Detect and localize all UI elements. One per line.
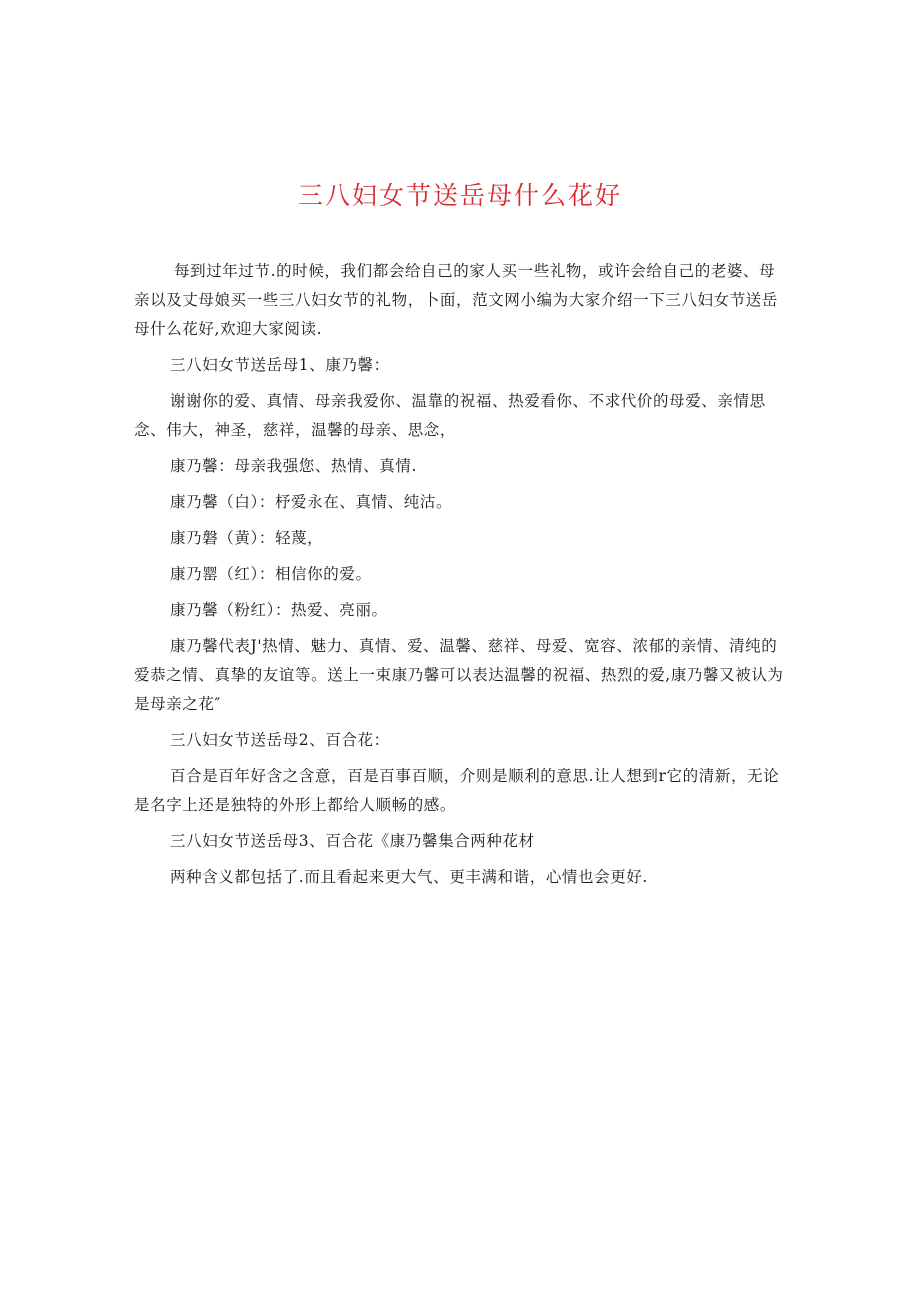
paragraph: 百合是百年好含之含意，百是百事百顺，介则是顺利的意思.让人想到r它的清新，无论是名字上还是独特的外形上都给人顺畅的感。 bbox=[134, 767, 780, 814]
paragraph: 两种含义都包括了.而且看起来更大气、更丰满和谐，心情也会更好. bbox=[170, 868, 648, 886]
paragraph-heading-3: 三八妇女节送岳母3、百合花《康乃馨集合两种花材 bbox=[170, 832, 535, 850]
paragraph: 康乃磐（黄）：轻蔑， bbox=[170, 529, 324, 547]
paragraph: 康乃馨代表J'热情、魅力、真情、爱、温馨、慈祥、母爱、宽容、浓郁的亲情、清纯的爱恭之情、真挚的友谊等。送上一束康乃馨可以表达温馨的祝福、热烈的爱,康乃馨又被认为是母亲之花″ bbox=[134, 637, 784, 713]
paragraph-intro: 每到过年过节.的时候，我们都会给自己的家人买一些礼物，或许会给自己的老婆、母亲以及丈母娘买一些三八妇女节的礼物，卜面，范文网小编为大家介绍一下三八妇女节送岳母什么花好,欢迎大家阅读. bbox=[134, 262, 779, 338]
paragraph: 康乃馨：母亲我强您、热情、真情. bbox=[170, 457, 418, 475]
paragraph: 康乃馨（白）：杼爱永在、真情、纯沽。 bbox=[170, 493, 453, 511]
paragraph: 谢谢你的爱、真情、母亲我爱你、温靠的祝福、热爱看你、不求代价的母爱、亲情思念、伟大，神圣，慈祥，温馨的母亲、思念， bbox=[134, 392, 766, 439]
paragraph-heading-1: 三八妇女节送岳母1、康乃馨： bbox=[170, 356, 390, 374]
paragraph-heading-2: 三八妇女节送岳母2、百合花： bbox=[170, 731, 390, 749]
page-title: 三八妇女节送岳母什么花好 bbox=[297, 181, 622, 210]
paragraph: 康乃罂（红）：相信你的爱。 bbox=[170, 565, 372, 583]
document-body bbox=[134, 257, 790, 899]
paragraph: 康乃馨（粉红）：热爱、亮丽。 bbox=[170, 601, 388, 619]
